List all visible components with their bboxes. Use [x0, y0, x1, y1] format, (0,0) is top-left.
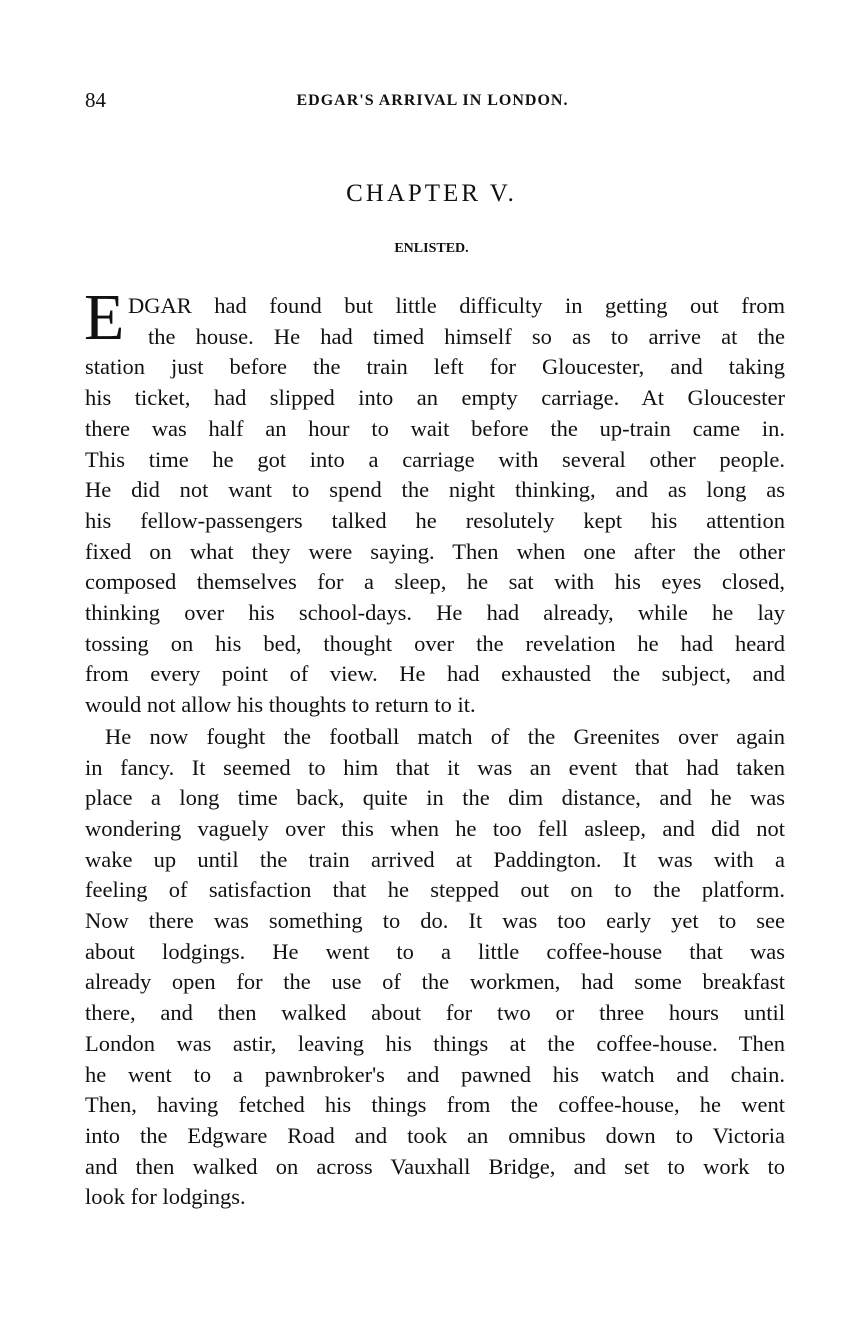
- text-line: from every point of view. He had exhausted the subject, and: [85, 661, 785, 687]
- text-line: Now there was something to do. It was too early yet to see: [85, 908, 785, 933]
- text-line: about lodgings. He went to a little coffee-house that was: [85, 938, 785, 964]
- text-line: he went to a pawnbroker's and pawned his watch and chain.: [85, 1061, 785, 1087]
- text-line: the house. He had timed himself so as to arrive at the: [148, 323, 785, 349]
- chapter-subtitle: ENLISTED.: [394, 241, 469, 256]
- text-line: there was half an hour to wait before the up-train came in.: [85, 415, 785, 441]
- text-line: thinking over his school-days. He had already, while he lay: [85, 600, 785, 625]
- text-line: He now fought the football match of the Greenites over again: [105, 723, 785, 749]
- text-line: tossing on his bed, thought over the revelation he had heard: [85, 630, 785, 656]
- text-line: would not allow his thoughts to return to it.: [85, 692, 476, 718]
- text-line: London was astir, leaving his things at the coffee-house. Then: [85, 1030, 785, 1056]
- text-line: in fancy. It seemed to him that it was an event that had taken: [85, 754, 785, 780]
- text-line: DGAR had found but little difficulty in getting out from: [128, 293, 785, 318]
- text-line: station just before the train left for Gloucester, and taking: [85, 354, 785, 380]
- text-line: look for lodgings.: [85, 1184, 246, 1210]
- text-line: feeling of satisfaction that he stepped out on to the platform.: [85, 877, 785, 903]
- text-line: composed themselves for a sleep, he sat with his eyes closed,: [85, 569, 785, 595]
- page-number: 84: [85, 88, 106, 112]
- text-line: already open for the use of the workmen, had some breakfast: [85, 969, 785, 995]
- text-line: into the Edgware Road and took an omnibus down to Victoria: [85, 1122, 785, 1148]
- text-line: and then walked on across Vauxhall Bridge, and set to work to: [85, 1153, 785, 1179]
- text-line: his ticket, had slipped into an empty carriage. At Gloucester: [85, 385, 785, 411]
- text-line: place a long time back, quite in the dim distance, and he was: [85, 785, 785, 811]
- text-line: fixed on what they were saying. Then when one after the other: [85, 538, 785, 564]
- text-line: This time he got into a carriage with several other people.: [85, 446, 785, 472]
- drop-cap: E: [84, 281, 125, 354]
- text-line: He did not want to spend the night thinking, and as long as: [85, 477, 785, 503]
- running-title: EDGAR'S ARRIVAL IN LONDON.: [296, 92, 569, 109]
- text-line: wondering vaguely over this when he too fell asleep, and did not: [85, 815, 785, 841]
- text-line: his fellow-passengers talked he resolutely kept his attention: [85, 507, 785, 533]
- chapter-title: CHAPTER V.: [346, 180, 517, 207]
- text-line: there, and then walked about for two or three hours until: [85, 1000, 785, 1026]
- text-line: Then, having fetched his things from the coffee-house, he went: [85, 1092, 785, 1118]
- text-line: wake up until the train arrived at Paddington. It was with a: [85, 846, 785, 872]
